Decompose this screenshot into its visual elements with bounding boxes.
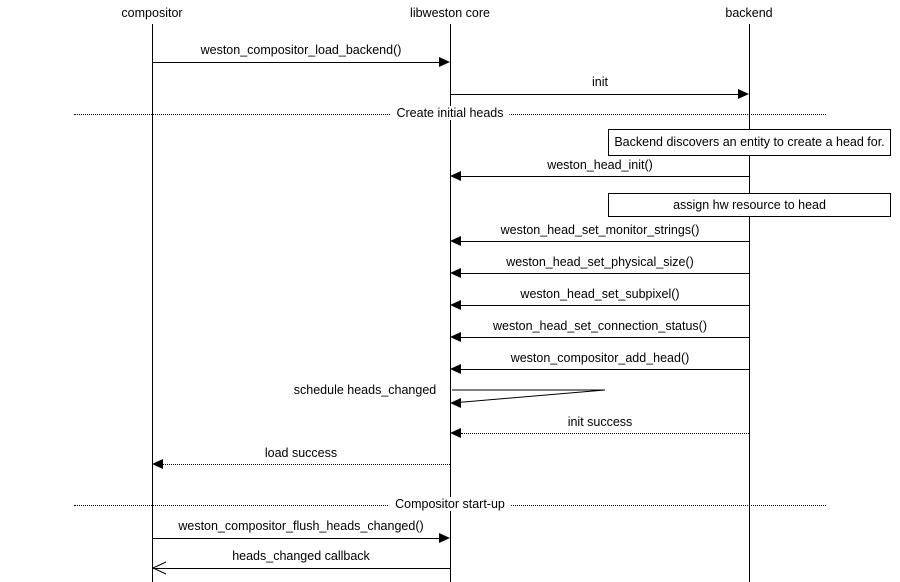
message-line-load-success xyxy=(163,464,450,465)
self-message-schedule-heads-changed xyxy=(450,385,610,409)
message-line-init xyxy=(450,94,738,95)
arrowhead-set-physical-size xyxy=(450,268,461,278)
message-label-schedule-heads-changed: schedule heads_changed xyxy=(293,383,437,397)
lifeline-label-libweston-core: libweston core xyxy=(410,6,490,20)
message-line-set-monitor-strings xyxy=(461,241,749,242)
arrowhead-set-connection-status xyxy=(450,332,461,342)
note-assign-hw-resource: assign hw resource to head xyxy=(608,193,891,217)
arrowhead-load-backend xyxy=(439,57,450,67)
message-label-set-monitor-strings: weston_head_set_monitor_strings() xyxy=(500,223,700,237)
message-label-init-success: init success xyxy=(567,415,633,429)
arrowhead-head-init xyxy=(450,171,461,181)
separator-label-create-initial-heads: Create initial heads xyxy=(390,106,509,120)
message-line-head-init xyxy=(461,176,749,177)
arrowhead-heads-changed-callback xyxy=(150,558,170,578)
message-label-init: init xyxy=(592,75,608,89)
message-label-set-subpixel: weston_head_set_subpixel() xyxy=(520,287,680,301)
arrowhead-flush-heads-changed xyxy=(439,533,450,543)
arrowhead-init xyxy=(738,89,749,99)
message-label-set-physical-size: weston_head_set_physical_size() xyxy=(506,255,694,269)
arrowhead-set-monitor-strings xyxy=(450,236,461,246)
lifeline-label-backend: backend xyxy=(725,6,773,20)
message-label-heads-changed-callback: heads_changed callback xyxy=(232,549,370,563)
message-label-add-head: weston_compositor_add_head() xyxy=(510,351,690,365)
message-label-load-success: load success xyxy=(264,446,338,460)
message-line-init-success xyxy=(461,433,749,434)
lifeline-compositor xyxy=(152,24,153,582)
message-line-load-backend xyxy=(152,62,439,63)
message-line-set-physical-size xyxy=(461,273,749,274)
message-line-set-subpixel xyxy=(461,305,749,306)
note-backend-discovers-entity: Backend discovers an entity to create a head for. xyxy=(608,129,891,156)
message-line-flush-heads-changed xyxy=(152,538,439,539)
arrowhead-schedule-heads-changed xyxy=(450,398,461,408)
message-label-head-init: weston_head_init() xyxy=(547,158,653,172)
message-label-load-backend: weston_compositor_load_backend() xyxy=(200,43,402,57)
message-line-heads-changed-callback xyxy=(152,568,450,569)
arrowhead-load-success xyxy=(152,459,163,469)
message-label-flush-heads-changed: weston_compositor_flush_heads_changed() xyxy=(178,519,424,533)
arrowhead-init-success xyxy=(450,428,461,438)
message-label-set-connection-status: weston_head_set_connection_status() xyxy=(492,319,708,333)
lifeline-backend xyxy=(749,24,750,582)
separator-label-compositor-start-up: Compositor start-up xyxy=(389,497,511,511)
arrowhead-set-subpixel xyxy=(450,300,461,310)
lifeline-label-compositor: compositor xyxy=(121,6,183,20)
arrowhead-add-head xyxy=(450,364,461,374)
message-line-set-connection-status xyxy=(461,337,749,338)
message-line-add-head xyxy=(461,369,749,370)
